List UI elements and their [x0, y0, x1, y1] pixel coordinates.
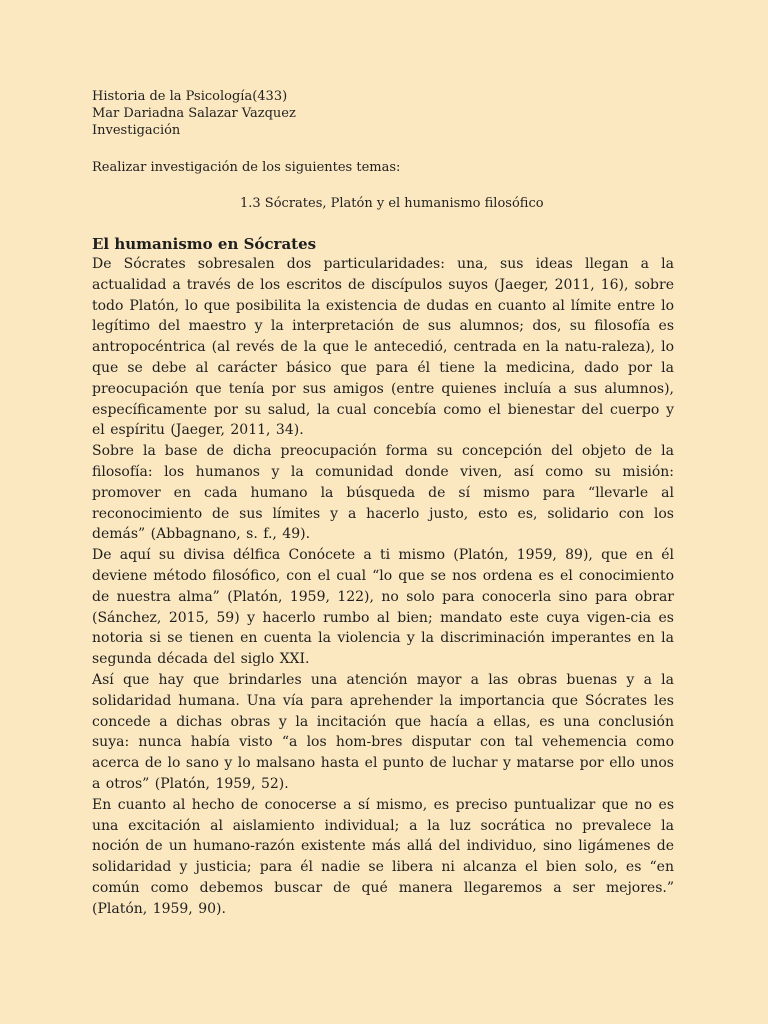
paragraph-1: De Sócrates sobresalen dos particularidades: una, sus ideas llegan a la actualidad a través de los escritos de discípulos suyos (Jaeger, 2011, 16), sobre todo Platón, lo que posibilita la existencia de dudas en cuanto al límite entre lo legítimo del maestro y la interpretación de sus alumnos; dos, su filosofía es antropocéntrica (al revés de la que le antecedió, centrada en la natu-raleza), lo que se debe al carácter básico que para él tiene la medicina, dado por la preocupación que tenía por sus amigos (entre quienes incluía a sus alumnos), específicamente por su salud, la cual concebía como el bienestar del cuerpo y el espíritu (Jaeger, 2011, 34). — [92, 256, 674, 439]
paragraph-5: En cuanto al hecho de conocerse a sí mismo, es preciso puntualizar que no es una excitación al aislamiento individual; a la luz socrática no prevalece la noción de un humano-razón existente más allá del individuo, sino ligámenes de solidaridad y justicia; para él nadie se libera ni alcanza el bien solo, es “en común como debemos buscar de qué manera llegaremos a ser mejores.” (Platón, 1959, 90). — [92, 796, 674, 917]
paragraph-2: Sobre la base de dicha preocupación forma su concepción del objeto de la filosofía: los humanos y la comunidad donde viven, así como su misión: promover en cada humano la búsqueda de sí mismo para “llevarle al reconocimiento de sus límites y a hacerlo justo, esto es, solidario con los demás” (Abbagnano, s. f., 49). — [92, 443, 674, 543]
paragraph-3: De aquí su divisa délfica Conócete a ti mismo (Platón, 1959, 89), que en él deviene método filosófico, con el cual “lo que se nos ordena es el conocimiento de nuestra alma” (Platón, 1959, 122), no solo para conocerla sino para obrar (Sánchez, 2015, 59) y hacerlo rumbo al bien; mandato este cuya vigen-cia es notoria si se tienen en cuenta la violencia y la discriminación imperantes en la segunda década del siglo XXI. — [92, 547, 674, 668]
section-body — [92, 254, 674, 920]
document-page — [92, 88, 674, 920]
section-heading: El humanismo en Sócrates — [92, 235, 317, 253]
course-name: Historia de la Psicología(433) — [92, 89, 288, 104]
topic-title: 1.3 Sócrates, Platón y el humanismo filosófico — [240, 196, 544, 211]
author-name: Mar Dariadna Salazar Vazquez — [92, 106, 296, 121]
paragraph-4: Así que hay que brindarles una atención mayor a las obras buenas y a la solidaridad humana. Una vía para aprehender la importancia que Sócrates les concede a dichas obras y la incitación que hacía a ellas, es una conclusión suya: nunca había visto “a los hom-bres disputar con tal vehemencia como acerca de lo sano y lo malsano hasta el punto de luchar y matarse por ello unos a otros” (Platón, 1959, 52). — [92, 671, 674, 792]
assignment-type: Investigación — [92, 123, 181, 138]
instruction-text: Realizar investigación de los siguientes temas: — [92, 160, 401, 175]
